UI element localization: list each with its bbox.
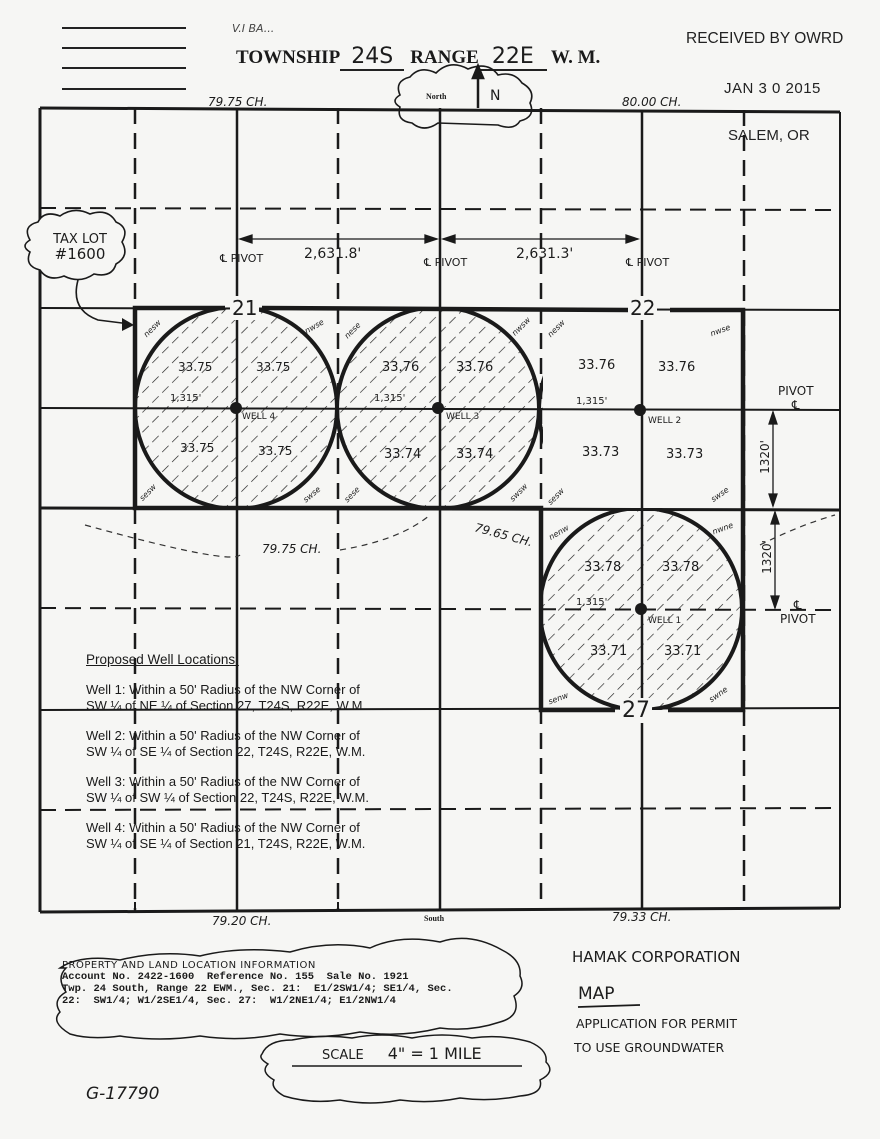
south-label: South — [424, 914, 445, 923]
corner-label-nw: nesw — [545, 317, 567, 340]
file-number: G-17790 — [86, 1084, 160, 1104]
scale-value: 4" = 1 MILE — [387, 1044, 482, 1063]
tax-lot-title: TAX LOT — [53, 232, 107, 247]
tax-lot-arrow — [76, 280, 130, 324]
acreage-nw: 33.78 — [584, 560, 622, 575]
pivot-radius: 1,315' — [576, 396, 608, 407]
chain-top-right: 80.00 CH. — [622, 95, 682, 109]
tax-lot-number: #1600 — [54, 245, 106, 263]
acreage-se: 33.75 — [258, 444, 293, 458]
acreage-nw: 33.76 — [382, 360, 420, 375]
pivot-radius: 1,315' — [576, 597, 608, 608]
legend-well-1: Well 1: Within a 50' Radius of the NW Corner of SW ¼ of NE ¼ of Section 27, T24S, R22E, W.M. — [86, 682, 367, 713]
property-info — [62, 960, 532, 1007]
north-cloud — [395, 65, 532, 128]
acreage-sw: 33.73 — [582, 445, 620, 460]
acreage-ne: 33.76 — [456, 360, 494, 375]
corner-label-sw: sesw — [137, 482, 159, 503]
corner-label-sw: sesw — [545, 486, 567, 507]
purpose-line-2: TO USE GROUNDWATER — [574, 1040, 725, 1055]
legend-title: Proposed Well Locations: — [86, 652, 239, 667]
property-info-line2: Twp. 24 South, Range 22 EWM., Sec. 21: E1/2SW1/4; SE1/4, Sec. — [62, 983, 453, 995]
pivot-label-east-lower: ℄ PIVOT — [780, 598, 816, 626]
received-location: SALEM, OR — [728, 127, 810, 144]
well-label: WELL 4 — [242, 412, 276, 422]
chain-middle-left: 79.75 CH. — [262, 542, 322, 556]
pivot-label-east-upper: PIVOT ℄ — [778, 384, 814, 412]
handwritten-note: V.I BA... — [232, 22, 275, 35]
corner-label-sw: senw — [547, 690, 570, 707]
company-name: HAMAK CORPORATION — [572, 948, 741, 966]
corner-label-se: swne — [707, 684, 730, 705]
property-info-line3: 22: SW1/4; W1/2SE1/4, Sec. 27: W1/2NE1/4; E1/2NW1/4 — [62, 995, 396, 1007]
acreage-nw: 33.76 — [578, 358, 616, 373]
range-value: 22E — [479, 44, 547, 71]
well-label: WELL 2 — [648, 416, 682, 426]
map-scale — [322, 1044, 482, 1063]
corner-label-se: swse — [301, 484, 323, 505]
well-label: WELL 1 — [648, 616, 682, 626]
well-label: WELL 3 — [446, 412, 480, 422]
north-letter: N — [490, 88, 501, 104]
pivot-spacing-left: 2,631.8' — [304, 246, 362, 262]
chain-bottom-left: 79.20 CH. — [212, 914, 272, 928]
section-number-21: 21 — [232, 296, 258, 320]
township-label: TOWNSHIP — [236, 47, 341, 68]
acreage-ne: 33.75 — [256, 360, 291, 374]
chain-middle-right: 79.65 CH. — [473, 520, 535, 550]
legend-well-4: Well 4: Within a 50' Radius of the NW Corner of SW ¼ of SE ¼ of Section 21, T24S, R22E, W.M. — [86, 820, 366, 851]
corner-label-ne: nwse — [303, 317, 326, 336]
pivot-radius: 1,315' — [170, 393, 202, 404]
received-stamp: RECEIVED BY OWRD — [686, 30, 844, 47]
document-type: MAP — [578, 984, 615, 1004]
legend-well-3: Well 3: Within a 50' Radius of the NW Corner of SW ¼ of SW ¼ of Section 22, T24S, R22E, W.M. — [86, 774, 369, 805]
acreage-sw: 33.74 — [384, 447, 422, 462]
property-info-line1: Account No. 2422-1600 Reference No. 155 Sale No. 1921 — [62, 971, 409, 983]
corner-label-nw: nese — [342, 320, 363, 341]
acreage-sw: 33.71 — [590, 644, 628, 659]
section-number-22: 22 — [630, 296, 656, 320]
corner-label-se: swsw — [507, 481, 530, 504]
vertical-spacing-top: 1320' — [757, 440, 772, 474]
acreage-nw: 33.75 — [178, 360, 213, 374]
pivot-label-2: ℄ PIVOT — [424, 256, 468, 269]
north-label: North — [426, 92, 447, 101]
property-info-title: PROPERTY AND LAND LOCATION INFORMATION — [62, 960, 316, 971]
range-label: RANGE — [410, 47, 479, 68]
township-value: 24S — [340, 44, 404, 71]
pivot-radius: 1,315' — [374, 393, 406, 404]
legend-well-2: Well 2: Within a 50' Radius of the NW Corner of SW ¼ of SE ¼ of Section 22, T24S, R22E, W.M. — [86, 728, 366, 759]
pivot-label-3: ℄ PIVOT — [626, 256, 670, 269]
corner-label-ne: nwne — [711, 520, 735, 537]
corner-label-ne: nwse — [709, 322, 732, 339]
north-arrow-icon — [473, 66, 483, 108]
meridian-label: W. M. — [550, 47, 601, 68]
purpose-line-1: APPLICATION FOR PERMIT — [576, 1016, 737, 1031]
pivot-label-1: ℄ PIVOT — [220, 252, 264, 265]
corner-label-sw: sese — [342, 484, 362, 505]
tax-lot-label — [40, 232, 120, 262]
pivot-spacing-right: 2,631.3' — [516, 246, 574, 262]
well-location-legend — [86, 652, 426, 866]
acreage-ne: 33.78 — [662, 560, 700, 575]
received-date: JAN 3 0 2015 — [724, 80, 821, 97]
section-number-27: 27 — [622, 698, 650, 723]
corner-label-ne: nwsw — [510, 315, 533, 338]
corner-label-nw: nesw — [141, 317, 163, 340]
acreage-ne: 33.76 — [658, 360, 696, 375]
corner-label-se: swse — [709, 485, 731, 504]
acreage-se: 33.71 — [664, 644, 702, 659]
chain-bottom-right: 79.33 CH. — [612, 910, 672, 924]
acreage-se: 33.74 — [456, 447, 494, 462]
chain-top-left: 79.75 CH. — [208, 95, 268, 109]
vertical-spacing-bottom: 1320' — [759, 540, 774, 574]
acreage-se: 33.73 — [666, 447, 704, 462]
corner-label-nw: nenw — [547, 523, 571, 542]
acreage-sw: 33.75 — [180, 441, 215, 455]
scale-label: SCALE — [322, 1048, 364, 1063]
